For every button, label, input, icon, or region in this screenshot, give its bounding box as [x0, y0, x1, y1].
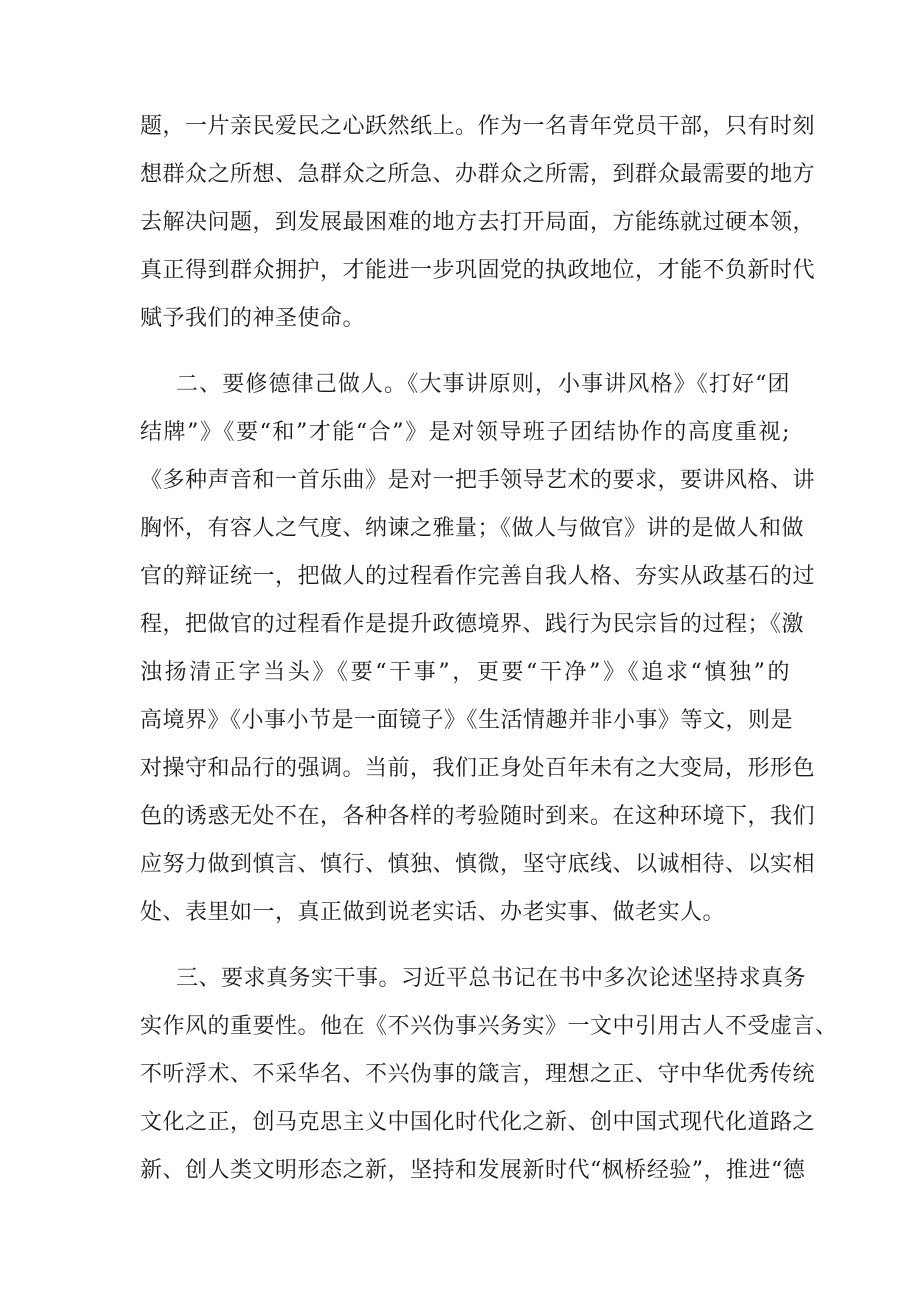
- text-line: 文化之正，创马克思主义中国化时代化之新、创中国式现代化道路之: [140, 1110, 816, 1135]
- text-line: 实作风的重要性。他在《不兴伪事兴务实》一文中引用古人不受虚言、: [140, 1014, 838, 1039]
- text-line: 对操守和品行的强调。当前，我们正身处百年未有之大变局，形形色: [140, 756, 816, 781]
- text-line: 高境界》《小事小节是一面镜子》《生活情趣并非小事》等文，则是: [140, 708, 794, 733]
- paragraph-start-line: 三、要求真务实干事。习近平总书记在书中多次论述坚持求真务: [176, 966, 807, 991]
- text-line: 去解决问题，到发展最困难的地方去打开局面，方能练就过硬本领，: [140, 210, 816, 235]
- text-line: 程，把做官的过程看作是提升政德境界、践行为民宗旨的过程；《激: [140, 612, 805, 637]
- text-line: 色的诱惑无处不在，各种各样的考验随时到来。在这种环境下，我们: [140, 804, 816, 829]
- text-line: 《多种声音和一首乐曲》是对一把手领导艺术的要求，要讲风格、讲: [140, 468, 816, 493]
- text-line: 想群众之所想、急群众之所急、办群众之所需，到群众最需要的地方: [140, 162, 816, 187]
- text-line: 官的辩证统一，把做人的过程看作完善自我人格、夯实从政基石的过: [140, 564, 816, 589]
- text-line: 不听浮术、不采华名、不兴伪事的箴言，理想之正、守中华优秀传统: [140, 1062, 816, 1087]
- text-line: 真正得到群众拥护，才能进一步巩固党的执政地位，才能不负新时代: [140, 258, 816, 283]
- text-line: 结牌”》《要“和”才能“合”》是对领导班子团结协作的高度重视;: [140, 420, 790, 445]
- text-line: 新、创人类文明形态之新，坚持和发展新时代“枫桥经验”，推进“德: [140, 1158, 806, 1183]
- text-line: 应努力做到慎言、慎行、慎独、慎微，坚守底线、以诚相待、以实相: [140, 852, 816, 877]
- text-line: 题，一片亲民爱民之心跃然纸上。作为一名青年党员干部，只有时刻: [140, 114, 816, 139]
- text-line: 浊扬清正字当头》《要“干事”，更要“干净”》《追求“慎独”的: [140, 660, 790, 685]
- text-line: 处、表里如一，真正做到说老实话、办老实事、做老实人。: [140, 900, 726, 925]
- paragraph-start-line: 二、要修德律己做人。《大事讲原则，小事讲风格》《打好“团: [176, 372, 790, 397]
- text-line: 赋予我们的神圣使命。: [140, 306, 366, 331]
- text-line: 胸怀，有容人之气度、纳谏之雅量；《做人与做官》讲的是做人和做: [140, 516, 805, 541]
